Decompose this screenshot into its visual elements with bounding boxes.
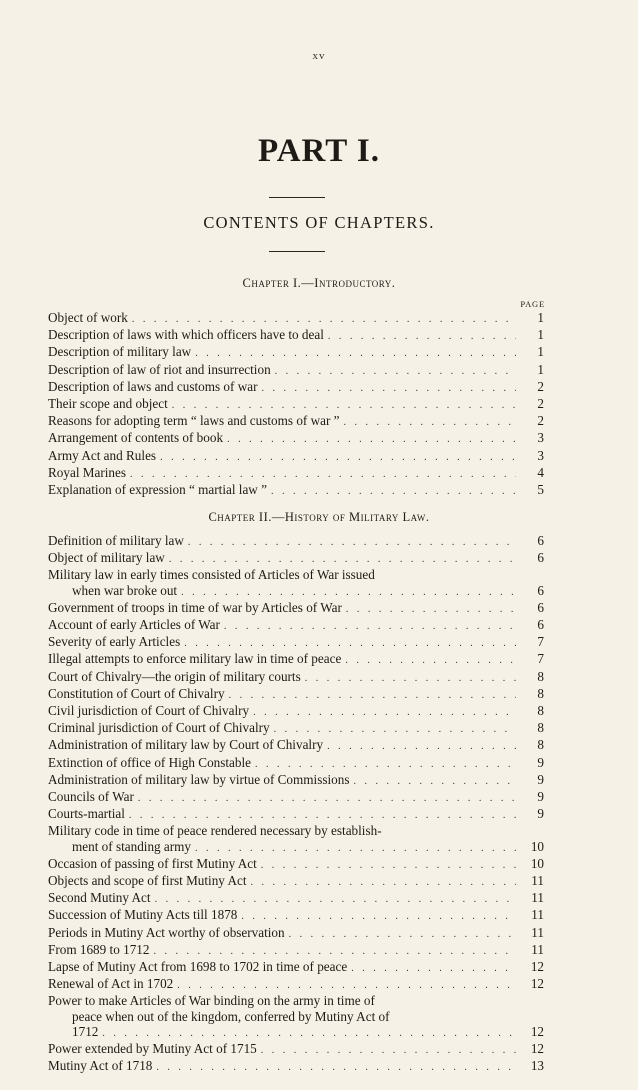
toc-entry-title: peace when out of the kingdom, conferred by Mutiny Act of: [72, 1008, 390, 1024]
chapter-2-heading: Chapter II.—History of Military Law.: [208, 510, 430, 524]
dot-leader: [349, 774, 516, 789]
toc-entry-page: 12: [530, 1023, 544, 1039]
title-rule-bottom: [269, 251, 325, 252]
toc-entry-page: 7: [537, 651, 544, 667]
toc-entry-title: Illegal attempts to enforce military law in time of peace: [48, 651, 342, 667]
toc-entry-page: 2: [537, 378, 544, 394]
toc-entry: [48, 669, 544, 686]
toc-entry: [48, 413, 544, 430]
toc-entry-page: 3: [537, 430, 544, 446]
toc-entry-page: 7: [537, 634, 544, 650]
toc-entry-title: Army Act and Rules: [48, 447, 157, 463]
dot-leader: [341, 653, 516, 668]
toc-entry-page: 8: [537, 668, 544, 684]
dot-leader: [258, 381, 517, 396]
toc-entry: [48, 379, 544, 396]
toc-entry: [48, 839, 544, 856]
toc-entry: [48, 806, 544, 823]
toc-entry-title: Occasion of passing of first Mutiny Act: [48, 855, 257, 871]
toc-entry: [48, 396, 544, 413]
dot-leader: [184, 535, 516, 550]
dot-leader: [271, 364, 516, 379]
toc-entry-title: when war broke out: [72, 582, 178, 598]
dot-leader: [323, 739, 516, 754]
toc-entry-title: Second Mutiny Act: [48, 890, 151, 906]
toc-entry-page: 9: [537, 806, 544, 822]
dot-leader: [225, 688, 516, 703]
toc-entry-page: 3: [537, 447, 544, 463]
toc-entry-title: Administration of military law by Court of Chivalry: [48, 737, 324, 753]
toc-entry: [48, 890, 544, 907]
toc-entry-page: 8: [537, 703, 544, 719]
toc-entry-title: Account of early Articles of War: [48, 617, 220, 633]
chapter-2-entries: [48, 533, 544, 1076]
dot-leader: [237, 909, 516, 924]
toc-entry-title: Object of work: [48, 310, 128, 325]
toc-entry-title: Government of troops in time of war by Articles of War: [48, 599, 342, 615]
dot-leader: [251, 757, 516, 772]
toc-entry-title: Description of military law: [48, 344, 192, 360]
toc-entry-page: 6: [537, 617, 544, 633]
toc-entry: [48, 533, 544, 550]
toc-entry: [48, 720, 544, 737]
toc-entry-page: 12: [530, 1041, 544, 1057]
toc-entry-page: 13: [530, 1058, 544, 1074]
toc-entry-title: Courts-martial: [48, 806, 125, 822]
toc-entry: [48, 651, 544, 668]
toc-entry-page: 11: [531, 941, 544, 957]
dot-leader: [128, 312, 516, 327]
toc-entry-title: Reasons for adopting term “ laws and customs of war ”: [48, 413, 340, 429]
toc-entry: [48, 1058, 544, 1075]
dot-leader: [177, 585, 516, 600]
toc-entry-page: 11: [531, 924, 544, 940]
toc-entry-page: 1: [537, 327, 544, 343]
toc-entry-title: Councils of War: [48, 789, 134, 805]
toc-entry: [48, 567, 544, 582]
toc-entry-page: 2: [537, 396, 544, 412]
toc-entry: [48, 634, 544, 651]
toc-entry-page: 6: [537, 533, 544, 548]
dot-leader: [342, 602, 516, 617]
toc-entry: [48, 686, 544, 703]
toc-entry-title: Administration of military law by virtue of Commissions: [48, 771, 350, 787]
toc-entry-title: Criminal jurisdiction of Court of Chivalry: [48, 720, 270, 736]
toc-entry-page: 9: [537, 754, 544, 770]
toc-entry-page: 11: [531, 907, 544, 923]
toc-entry: [48, 772, 544, 789]
toc-entry: [48, 755, 544, 772]
dot-leader: [180, 636, 516, 651]
page-folio: xv: [312, 50, 326, 62]
toc-entry-title: Renewal of Act in 1702: [48, 976, 174, 992]
toc-entry: [48, 823, 544, 838]
toc-entry-title: From 1689 to 1712: [48, 941, 150, 957]
dot-leader: [220, 619, 516, 634]
toc-entry: [48, 617, 544, 634]
toc-entry: [48, 737, 544, 754]
dot-leader: [173, 978, 516, 993]
toc-entry-title: Constitution of Court of Chivalry: [48, 685, 225, 701]
toc-entry: [48, 310, 544, 327]
toc-entry-title: Civil jurisdiction of Court of Chivalry: [48, 703, 250, 719]
toc-entry-page: 8: [537, 737, 544, 753]
dot-leader: [267, 484, 516, 499]
dot-leader: [156, 450, 516, 465]
toc-entry-title: Arrangement of contents of book: [48, 430, 224, 446]
toc-entry-page: 6: [537, 582, 544, 598]
toc-entry: [48, 583, 544, 600]
toc-entry-page: 5: [537, 482, 544, 498]
dot-leader: [223, 432, 516, 447]
toc-entry-title: Description of laws and customs of war: [48, 378, 258, 394]
dot-leader: [257, 858, 516, 873]
toc-entry-page: 2: [537, 413, 544, 429]
toc-entry-title: Military code in time of peace rendered necessary by establish-: [48, 823, 382, 839]
dot-leader: [324, 329, 516, 344]
toc-entry-title: Lapse of Mutiny Act from 1698 to 1702 in time of peace: [48, 959, 348, 975]
toc-entry: [48, 976, 544, 993]
toc-entry-title: Definition of military law: [48, 533, 184, 548]
toc-entry-title: Succession of Mutiny Acts till 1878: [48, 907, 238, 923]
toc-entry: [48, 327, 544, 344]
dot-leader: [98, 1026, 516, 1041]
toc-entry-title: Military law in early times consisted of Articles of War issued: [48, 567, 375, 583]
toc-entry-page: 10: [530, 838, 544, 854]
chapter-1-entries: [48, 310, 544, 499]
toc-entry: [48, 550, 544, 567]
title-rule-top: [269, 197, 325, 198]
toc-entry-title: Power extended by Mutiny Act of 1715: [48, 1041, 257, 1057]
toc-entry-page: 1: [537, 361, 544, 377]
toc-entry-page: 1: [537, 344, 544, 360]
dot-leader: [149, 944, 516, 959]
toc-entry: [48, 942, 544, 959]
toc-entry-page: 10: [530, 855, 544, 871]
toc-entry: [48, 600, 544, 617]
dot-leader: [125, 808, 516, 823]
toc-entry: [48, 430, 544, 447]
toc-entry-page: 6: [537, 599, 544, 615]
dot-leader: [247, 875, 516, 890]
toc-entry: [48, 1009, 544, 1024]
toc-entry-title: Periods in Mutiny Act worthy of observation: [48, 924, 285, 940]
toc-entry: [48, 344, 544, 361]
toc-entry-title: Their scope and object: [48, 396, 168, 412]
toc-entry: [48, 856, 544, 873]
dot-leader: [301, 671, 516, 686]
toc-entry: [48, 907, 544, 924]
contents-subtitle: CONTENTS OF CHAPTERS.: [203, 213, 435, 232]
dot-leader: [270, 722, 516, 737]
toc-entry: [48, 789, 544, 806]
toc-entry: [48, 362, 544, 379]
dot-leader: [340, 415, 516, 430]
toc-entry-title: Power to make Articles of War binding on the army in time of: [48, 993, 375, 1009]
toc-entry-title: Description of laws with which officers have to deal: [48, 327, 324, 343]
dot-leader: [134, 791, 516, 806]
dot-leader: [191, 346, 516, 361]
dot-leader: [152, 1060, 516, 1075]
toc-entry-page: 12: [530, 976, 544, 992]
toc-entry-title: Court of Chivalry—the origin of military courts: [48, 668, 301, 684]
toc-entry-page: 1: [537, 310, 544, 325]
dot-leader: [257, 1043, 516, 1058]
toc-entry-title: Object of military law: [48, 550, 165, 566]
dot-leader: [285, 927, 516, 942]
dot-leader: [249, 705, 516, 720]
toc-entry-page: 8: [537, 685, 544, 701]
toc-entry-title: Explanation of expression “ martial law ”: [48, 482, 267, 498]
toc-entry-title: ment of standing army: [72, 838, 192, 854]
chapter-1-heading: Chapter I.—Introductory.: [242, 276, 396, 290]
toc-entry-title: Objects and scope of first Mutiny Act: [48, 873, 247, 889]
toc-entry-page: 4: [537, 464, 544, 480]
toc-entry-title: Description of law of riot and insurrection: [48, 361, 271, 377]
toc-entry-page: 8: [537, 720, 544, 736]
part-title: PART I.: [258, 133, 380, 169]
toc-entry-title: Mutiny Act of 1718: [48, 1058, 153, 1074]
dot-leader: [151, 892, 516, 907]
toc-entry: [48, 465, 544, 482]
toc-entry-page: 6: [537, 550, 544, 566]
toc-entry: [48, 925, 544, 942]
toc-entry-title: Royal Marines: [48, 464, 127, 480]
dot-leader: [347, 961, 516, 976]
dot-leader: [168, 398, 516, 413]
toc-entry: [48, 959, 544, 976]
toc-entry: [48, 1041, 544, 1058]
toc-entry-page: 11: [531, 873, 544, 889]
toc-entry-page: 12: [530, 959, 544, 975]
page-column-header: PAGE: [520, 299, 545, 309]
dot-leader: [191, 841, 516, 856]
toc-entry: [48, 873, 544, 890]
toc-entry-page: 11: [531, 890, 544, 906]
toc-entry-title: Extinction of office of High Constable: [48, 754, 252, 770]
toc-entry: [48, 448, 544, 465]
toc-entry-title: 1712: [72, 1023, 99, 1039]
toc-entry-page: 9: [537, 771, 544, 787]
toc-entry: [48, 703, 544, 720]
toc-entry: [48, 482, 544, 499]
toc-entry-title: Severity of early Articles: [48, 634, 181, 650]
dot-leader: [126, 467, 516, 482]
toc-entry-page: 9: [537, 789, 544, 805]
toc-entry: [48, 1024, 544, 1041]
toc-entry: [48, 993, 544, 1008]
dot-leader: [165, 552, 516, 567]
